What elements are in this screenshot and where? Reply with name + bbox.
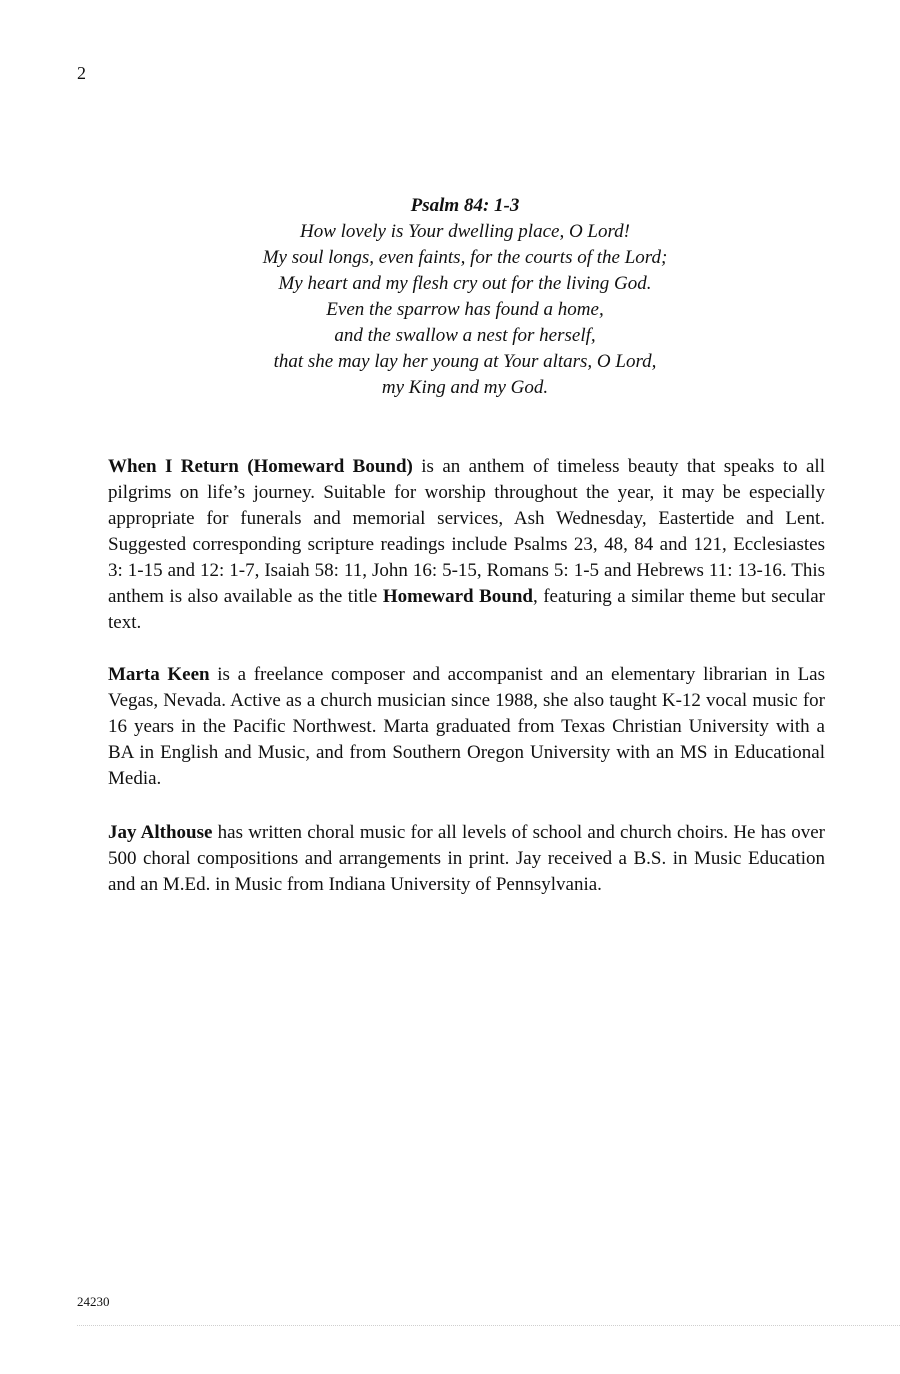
- psalm-line: Even the sparrow has found a home,: [326, 299, 604, 320]
- alternate-title: Homeward Bound: [382, 586, 533, 607]
- psalm-title: Psalm 84: 1-3: [410, 195, 520, 216]
- arranger-name: Jay Althouse: [108, 822, 213, 843]
- composer-name: Marta Keen: [108, 664, 210, 685]
- arranger-bio-paragraph: [108, 820, 825, 898]
- bottom-divider: [77, 1325, 900, 1326]
- psalm-line: My soul longs, even faints, for the courts of the Lord;: [262, 247, 668, 268]
- anthem-description-paragraph: [108, 454, 825, 636]
- arranger-bio-text: has written choral music for all levels of school and church choirs. He has over 500 choral compositions and arrangements in print. Jay received a B.S. in Music Education and an M.Ed. in Music from Indiana University of Pennsylvania.: [108, 822, 825, 895]
- page-number: 2: [77, 63, 86, 83]
- psalm-line: my King and my God.: [381, 377, 549, 398]
- anthem-description-end: , featuring a similar theme but secular text.: [108, 586, 825, 633]
- anthem-description-text: is an anthem of timeless beauty that speaks to all pilgrims on life’s journey. Suitable for worship throughout the year, it may be especially appropriate for funerals and memorial services, Ash Wednesday, Eastertide and Lent. Suggested corresponding scripture readings include Psalms 23, 48, 84 and 121, Ecclesiastes 3: 1-15 and 12: 1-7, Isaiah 58: 11, John 16: 5-15, Romans 5: 1-5 and Hebrews 11: 13-16. This anthem is also available as the title: [108, 456, 825, 607]
- psalm-line: and the swallow a nest for herself,: [334, 325, 596, 346]
- composer-bio-text: is a freelance composer and accompanist and an elementary librarian in Las Vegas, Nevada. Active as a church musician since 1988, she also taught K-12 vocal music for 16 years in the Pacific Northwest. Marta graduated from Texas Christian University with a BA in English and Music, and from Southern Oregon University with an MS in Educational Media.: [108, 664, 825, 789]
- psalm-line: that she may lay her young at Your altars, O Lord,: [273, 351, 657, 372]
- anthem-title: When I Return (Homeward Bound): [108, 456, 413, 477]
- composer-bio-paragraph: [108, 662, 825, 792]
- catalog-number: 24230: [77, 1294, 110, 1309]
- psalm-line: How lovely is Your dwelling place, O Lord!: [299, 221, 631, 242]
- psalm-block: [0, 193, 900, 401]
- psalm-line: My heart and my flesh cry out for the living God.: [278, 273, 652, 294]
